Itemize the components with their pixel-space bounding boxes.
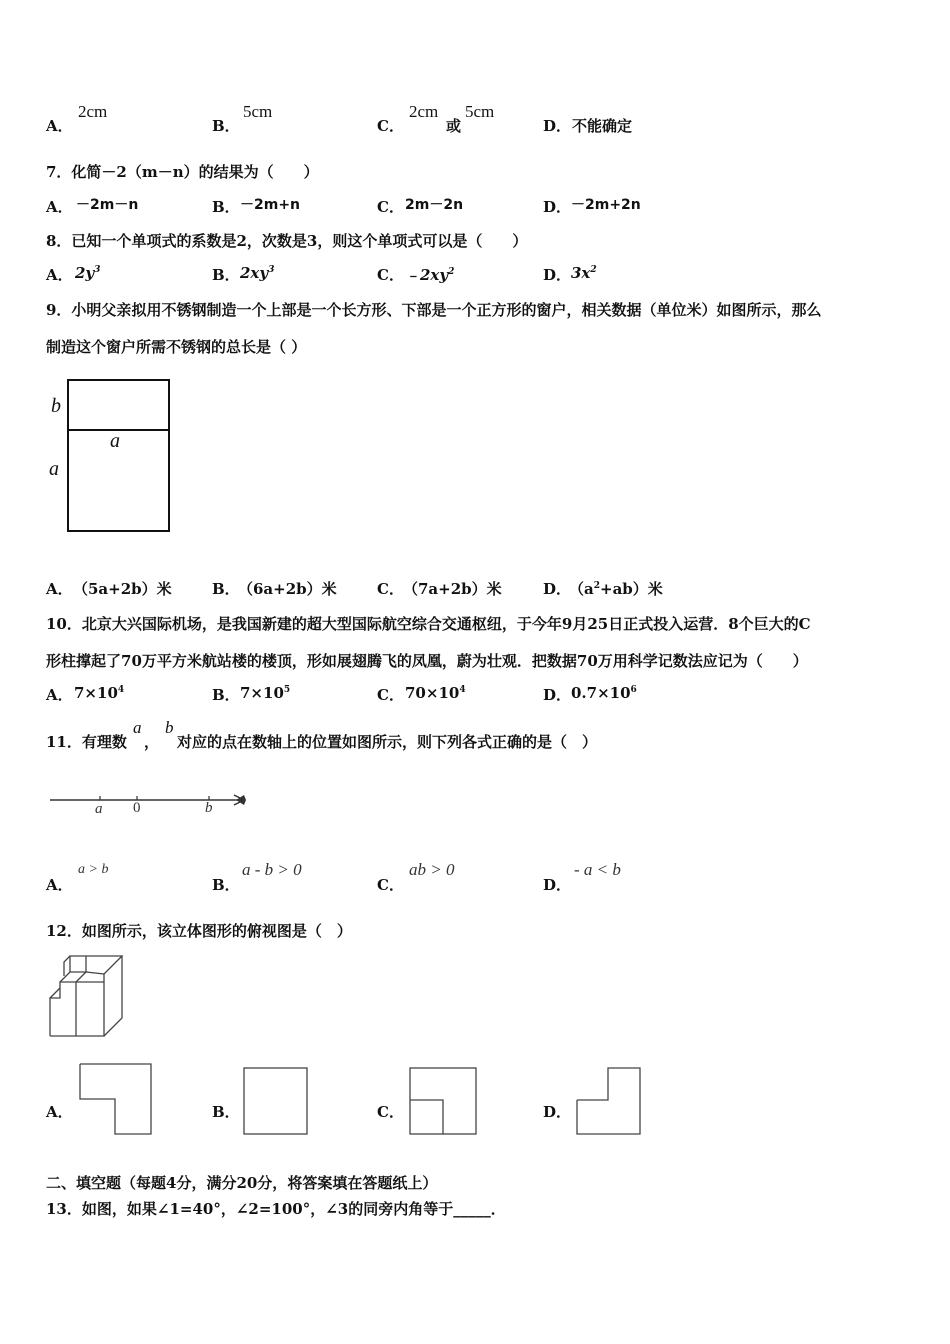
q9-label-b: b <box>51 395 61 417</box>
q11-option-a-value: a > b <box>78 862 109 877</box>
q11-option-b-letter: B． <box>212 876 240 894</box>
q8-option-c-letter: C． <box>377 266 404 284</box>
q7-option-c-value: 2m－2n <box>405 197 464 213</box>
q10-stem-line-1: 10．北京大兴国际机场，是我国新建的超大型国际航空综合交通枢纽，于今年9月25日正式投入运营．8个巨大的C <box>46 615 811 633</box>
q11-option-a-letter: A． <box>46 876 73 894</box>
q9-option-c-value: （7a+2b）米 <box>403 580 502 598</box>
q6-option-c-or: 或 <box>446 117 462 135</box>
q13-stem: 13．如图，如果∠1=40°，∠2=100°，∠3的同旁内角等于_____． <box>46 1200 506 1218</box>
q12-option-a-figure[interactable] <box>78 1062 158 1138</box>
q6-option-b-letter: B． <box>212 117 240 135</box>
q8-option-b-value: $2xy^3$ <box>240 264 275 282</box>
q8-option-d-letter: D． <box>543 266 572 284</box>
q12-option-d-letter[interactable]: D． <box>543 1103 572 1121</box>
q9-window-figure <box>40 372 240 542</box>
q11-var-a: a <box>133 718 142 737</box>
q10-option-a-value: $7\times 10^4$ <box>74 684 125 702</box>
q7-option-a-letter: A． <box>46 198 73 216</box>
q9-option-d-value: $(a^2+ab)$米 <box>569 580 663 598</box>
q6-option-a-value: 2cm <box>78 102 108 121</box>
q6-option-c-value-1: 2cm <box>409 102 439 121</box>
q11-stem-prefix: 11．有理数 <box>46 733 127 751</box>
q10-option-b-letter: B． <box>212 686 240 704</box>
q12-option-c-letter[interactable]: C． <box>377 1103 404 1121</box>
q12-solid-figure <box>46 952 136 1042</box>
q8-option-d-value: $3x^2$ <box>571 264 597 282</box>
q12-option-d-figure[interactable] <box>574 1066 646 1138</box>
q6-option-b-value: 5cm <box>243 102 273 121</box>
q10-stem-line-2: 形柱撑起了70万平方米航站楼的楼顶，形如展翅腾飞的凤凰，蔚为壮观．把数据70万用科学记数法应记为（ ） <box>46 652 808 670</box>
q8-stem: 8．已知一个单项式的系数是2，次数是3，则这个单项式可以是（ ） <box>46 232 528 250</box>
q6-option-c-value-2: 5cm <box>465 102 495 121</box>
q12-option-b-figure[interactable] <box>242 1066 312 1138</box>
q9-option-b-letter: B． <box>212 580 240 598</box>
q8-option-c-value: $﹣2xy^2$ <box>405 266 455 284</box>
q11-axis-label-a: a <box>95 801 103 817</box>
q12-option-c-figure[interactable] <box>408 1066 480 1138</box>
section-2-heading: 二、填空题（每题4分，满分20分，将答案填在答题纸上） <box>46 1174 438 1192</box>
q11-var-b: b <box>165 718 174 737</box>
q11-comma: ， <box>144 733 160 751</box>
q10-option-d-value: $0.7\times 10^6$ <box>571 684 637 702</box>
q9-option-d-letter: D． <box>543 580 572 598</box>
q7-option-d-letter: D． <box>543 198 572 216</box>
q11-option-c-value: ab > 0 <box>409 860 455 879</box>
q6-option-d-letter: D． <box>543 117 572 135</box>
q9-label-a-left: a <box>49 458 59 480</box>
q9-stem-line-2: 制造这个窗户所需不锈钢的总长是（ ） <box>46 338 307 356</box>
q11-number-line <box>48 789 258 819</box>
q11-option-c-letter: C． <box>377 876 404 894</box>
q11-option-b-value: a - b > 0 <box>242 860 302 879</box>
q7-option-d-value: －2m+2n <box>571 197 641 213</box>
q10-option-a-letter: A． <box>46 686 73 704</box>
q11-option-d-letter: D． <box>543 876 572 894</box>
q12-option-b-letter[interactable]: B． <box>212 1103 240 1121</box>
q8-option-a-value: $2y^3$ <box>75 264 101 282</box>
q6-option-c-letter: C． <box>377 117 404 135</box>
q7-option-b-letter: B． <box>212 198 240 216</box>
q11-option-d-value: - a < b <box>574 860 621 879</box>
q12-stem: 12．如图所示，该立体图形的俯视图是（ ） <box>46 922 352 940</box>
q9-label-a-top: a <box>110 430 120 452</box>
q10-option-c-letter: C． <box>377 686 404 704</box>
window-top-rectangle <box>68 380 169 430</box>
q6-option-a-letter: A． <box>46 117 73 135</box>
q9-stem-line-1: 9．小明父亲拟用不锈钢制造一个上部是一个长方形、下部是一个正方形的窗户，相关数据（单位米）如图所示，那么 <box>46 301 822 319</box>
q10-option-c-value: $70\times 10^4$ <box>405 684 466 702</box>
q7-option-b-value: －2m+n <box>240 197 301 213</box>
q8-option-a-letter: A． <box>46 266 73 284</box>
q9-option-a-value: （5a+2b）米 <box>73 580 172 598</box>
q12-option-a-letter[interactable]: A． <box>46 1103 73 1121</box>
q9-option-b-value: （6a+2b）米 <box>238 580 337 598</box>
q9-option-c-letter: C． <box>377 580 404 598</box>
q6-option-d-text: 不能确定 <box>572 117 633 135</box>
q7-stem: 7．化简－2（m－n）的结果为（ ） <box>46 163 319 181</box>
q8-option-b-letter: B． <box>212 266 240 284</box>
q11-axis-label-b: b <box>205 800 213 816</box>
q11-axis-label-0: 0 <box>133 800 141 816</box>
q7-option-c-letter: C． <box>377 198 404 216</box>
q7-option-a-value: －2m－n <box>76 197 139 213</box>
q10-option-b-value: $7\times 10^5$ <box>240 684 291 702</box>
q11-stem-suffix: 对应的点在数轴上的位置如图所示，则下列各式正确的是（ ） <box>177 733 598 751</box>
q9-option-a-letter: A． <box>46 580 73 598</box>
q10-option-d-letter: D． <box>543 686 572 704</box>
